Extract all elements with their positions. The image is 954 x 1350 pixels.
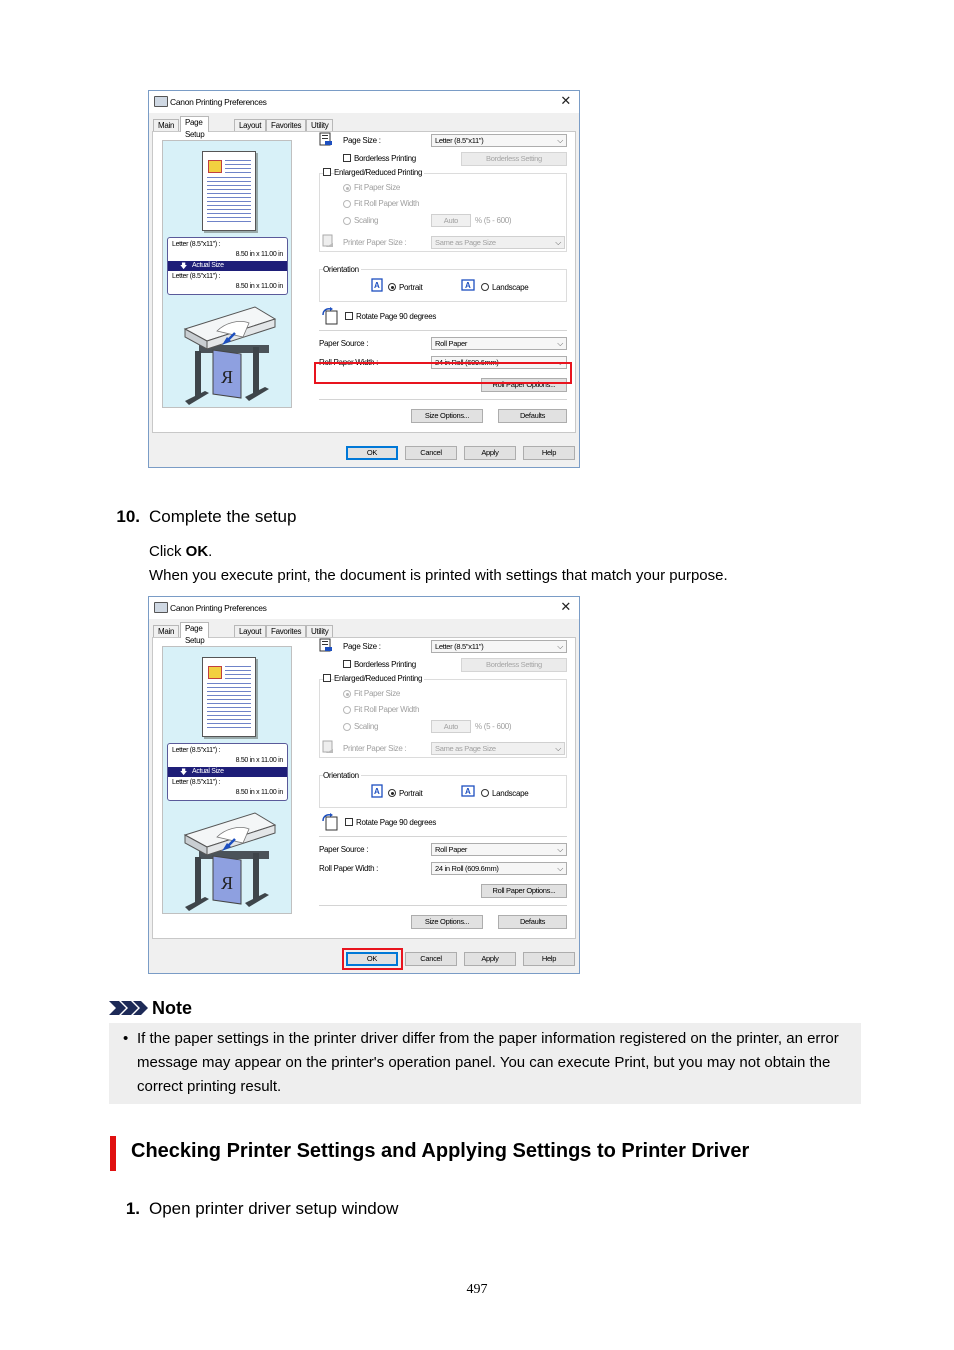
- section-heading-bar: [110, 1136, 116, 1171]
- enlarged-checkbox[interactable]: [323, 168, 331, 176]
- actual-size-bar: [168, 261, 287, 271]
- chevron-down-icon: ⌵: [557, 845, 563, 854]
- page-setup-panel: [152, 637, 576, 939]
- tab-layout[interactable]: Layout: [234, 625, 266, 637]
- fit-roll-width-radio[interactable]: [343, 200, 351, 208]
- svg-text:A: A: [465, 281, 471, 290]
- cancel-button[interactable]: Cancel: [405, 446, 457, 460]
- rotate-label: Rotate Page 90 degrees: [356, 818, 437, 827]
- fit-paper-size-label: Fit Paper Size: [354, 689, 401, 698]
- cancel-button[interactable]: Cancel: [405, 952, 457, 966]
- dialog-titlebar: [149, 597, 579, 619]
- scaling-range: % (5 - 600): [475, 722, 512, 731]
- scaling-input[interactable]: Auto: [431, 214, 471, 227]
- paper-source-label: Paper Source :: [319, 339, 369, 348]
- note-chevrons-icon: [109, 999, 149, 1017]
- arrow-down-icon: 🡇: [180, 769, 187, 776]
- orientation-label: Orientation: [323, 771, 359, 780]
- roll-paper-options-button[interactable]: Roll Paper Options...: [481, 378, 567, 392]
- paper-size-line-2: Letter (8.5"x11") :: [172, 779, 221, 786]
- ok-button-highlight: [342, 948, 403, 970]
- roll-width-label: Roll Paper Width :: [319, 864, 379, 873]
- portrait-icon: [370, 784, 384, 798]
- actual-size-bar: [168, 767, 287, 777]
- tab-main[interactable]: Main: [153, 119, 179, 131]
- divider: [319, 330, 567, 331]
- landscape-radio[interactable]: [481, 283, 489, 291]
- page-size-select[interactable]: Letter (8.5"x11") ⌵: [431, 134, 567, 147]
- chevron-down-icon: ⌵: [557, 864, 563, 873]
- page-size-label: Page Size :: [343, 642, 381, 651]
- printer-paper-size-select[interactable]: Same as Page Size ⌵: [431, 742, 565, 755]
- roll-paper-options-button[interactable]: Roll Paper Options...: [481, 884, 567, 898]
- arrow-down-icon: 🡇: [180, 263, 187, 270]
- printer-icon: [154, 602, 168, 613]
- divider: [319, 836, 567, 837]
- page-size-select[interactable]: Letter (8.5"x11") ⌵: [431, 640, 567, 653]
- scaling-label: Scaling: [354, 722, 379, 731]
- paper-size-info: [167, 743, 288, 801]
- printer-icon: [154, 96, 168, 107]
- fit-roll-width-label: Fit Roll Paper Width: [354, 705, 420, 714]
- chevron-down-icon: ⌵: [557, 358, 563, 367]
- portrait-label: Portrait: [399, 789, 423, 798]
- paper-size-info: [167, 237, 288, 295]
- borderless-checkbox[interactable]: [343, 660, 351, 668]
- paper-size-line: Letter (8.5"x11") :: [172, 747, 221, 754]
- svg-text:A: A: [465, 787, 471, 796]
- orientation-label: Orientation: [323, 265, 359, 274]
- enlarged-label: Enlarged/Reduced Printing: [334, 674, 423, 683]
- chevron-down-icon: ⌵: [557, 642, 563, 651]
- landscape-icon: [461, 278, 475, 292]
- paper-dims-line-2: 8.50 in x 11.00 in: [235, 789, 283, 796]
- preview-pane: [162, 646, 292, 914]
- landscape-label: Landscape: [492, 789, 529, 798]
- step-title: Complete the setup: [149, 507, 297, 526]
- page-preview: [202, 657, 256, 737]
- fit-roll-width-radio[interactable]: [343, 706, 351, 714]
- divider: [319, 905, 567, 906]
- rotate-label: Rotate Page 90 degrees: [356, 312, 437, 321]
- printer-paper-size-label: Printer Paper Size :: [343, 238, 407, 247]
- step-number: 10.: [116, 507, 140, 526]
- page-preview: [202, 151, 256, 231]
- actual-size-label: Actual Size: [192, 262, 224, 269]
- scaling-label: Scaling: [354, 216, 379, 225]
- portrait-icon: [370, 278, 384, 292]
- roll-width-select[interactable]: 24 in Roll (609.6mm) ⌵: [431, 862, 567, 875]
- close-icon[interactable]: ✕: [560, 599, 571, 614]
- large-format-printer-image: [177, 301, 281, 411]
- svg-text:R: R: [221, 367, 233, 387]
- printer-paper-size-select[interactable]: Same as Page Size ⌵: [431, 236, 565, 249]
- tab-page-setup[interactable]: Page Setup: [180, 116, 209, 132]
- landscape-icon: [461, 784, 475, 798]
- roll-width-highlight: [314, 362, 572, 384]
- printing-preferences-dialog-1: [148, 90, 580, 468]
- divider: [319, 399, 567, 400]
- roll-width-label: Roll Paper Width :: [319, 358, 379, 367]
- landscape-label: Landscape: [492, 283, 529, 292]
- tab-favorites[interactable]: Favorites: [266, 119, 306, 131]
- note-bullet: •: [123, 1030, 129, 1047]
- ok-button[interactable]: OK: [346, 952, 398, 966]
- help-button[interactable]: Help: [523, 952, 575, 966]
- enlarged-label: Enlarged/Reduced Printing: [334, 168, 423, 177]
- svg-text:A: A: [374, 787, 380, 796]
- chevron-down-icon: ⌵: [557, 339, 563, 348]
- step-title: Open printer driver setup window: [149, 1199, 399, 1218]
- scaling-radio[interactable]: [343, 723, 351, 731]
- page-size-icon: [319, 132, 333, 146]
- tab-utility[interactable]: Utility: [306, 625, 333, 637]
- dialog-title: Canon Printing Preferences: [170, 603, 267, 613]
- defaults-button[interactable]: Defaults: [498, 409, 567, 423]
- paper-dims-line-2: 8.50 in x 11.00 in: [235, 283, 283, 290]
- image-icon: [208, 666, 222, 679]
- fit-paper-size-radio[interactable]: [343, 690, 351, 698]
- apply-button[interactable]: Apply: [464, 952, 516, 966]
- section-heading: Checking Printer Settings and Applying Settings to Printer Driver: [131, 1140, 750, 1162]
- landscape-radio[interactable]: [481, 789, 489, 797]
- paper-size-line-2: Letter (8.5"x11") :: [172, 273, 221, 280]
- close-icon[interactable]: ✕: [560, 93, 571, 108]
- borderless-setting-button[interactable]: Borderless Setting: [461, 152, 567, 166]
- ok-emphasis: OK: [185, 543, 209, 560]
- portrait-label: Portrait: [399, 283, 423, 292]
- dialog-titlebar: [149, 91, 579, 113]
- chevron-down-icon: ⌵: [555, 238, 561, 247]
- apply-button[interactable]: Apply: [464, 446, 516, 460]
- paper-source-select[interactable]: Roll Paper ⌵: [431, 337, 567, 350]
- roll-width-select[interactable]: 24 in Roll (609.6mm) ⌵: [431, 356, 567, 369]
- paper-source-label: Paper Source :: [319, 845, 369, 854]
- page-size-label: Page Size :: [343, 136, 381, 145]
- preview-pane: [162, 140, 292, 408]
- paper-size-line: Letter (8.5"x11") :: [172, 241, 221, 248]
- chevron-down-icon: ⌵: [557, 136, 563, 145]
- defaults-button[interactable]: Defaults: [498, 915, 567, 929]
- note-title: Note: [152, 998, 192, 1018]
- paper-dims-line: 8.50 in x 11.00 in: [235, 251, 283, 258]
- dialog-title: Canon Printing Preferences: [170, 97, 267, 107]
- paper-dims-line: 8.50 in x 11.00 in: [235, 757, 283, 764]
- svg-text:R: R: [221, 873, 233, 893]
- fit-paper-size-radio[interactable]: [343, 184, 351, 192]
- note-text: If the paper settings in the printer driver differ from the paper information registered on the printer, an error message may appear on the printer's operation panel. You can execute Print, but you may not obtain the correct printing result.: [137, 1030, 839, 1095]
- borderless-label: Borderless Printing: [354, 660, 416, 669]
- rotate-page-icon: [321, 307, 339, 325]
- tab-utility[interactable]: Utility: [306, 119, 333, 131]
- scaling-radio[interactable]: [343, 217, 351, 225]
- tab-main[interactable]: Main: [153, 625, 179, 637]
- page-size-icon: [319, 638, 333, 652]
- paper-source-select[interactable]: Roll Paper ⌵: [431, 843, 567, 856]
- printer-paper-size-icon: [321, 740, 335, 754]
- fit-paper-size-label: Fit Paper Size: [354, 183, 401, 192]
- fit-roll-width-label: Fit Roll Paper Width: [354, 199, 420, 208]
- borderless-label: Borderless Printing: [354, 154, 416, 163]
- svg-text:A: A: [374, 281, 380, 290]
- actual-size-label: Actual Size: [192, 768, 224, 775]
- page-number: 497: [466, 1282, 488, 1297]
- borderless-checkbox[interactable]: [343, 154, 351, 162]
- step-description: When you execute print, the document is printed with settings that match your purpose.: [149, 567, 728, 584]
- size-options-button[interactable]: Size Options...: [411, 915, 483, 929]
- image-icon: [208, 160, 222, 173]
- step-number: 1.: [125, 1199, 140, 1218]
- tab-page-setup[interactable]: Page Setup: [180, 622, 209, 638]
- borderless-setting-button[interactable]: Borderless Setting: [461, 658, 567, 672]
- click-ok-instruction: Click OK.: [149, 543, 213, 560]
- page-setup-panel: [152, 131, 576, 433]
- tab-layout[interactable]: Layout: [234, 119, 266, 131]
- printing-preferences-dialog-2: [148, 596, 580, 974]
- scaling-range: % (5 - 600): [475, 216, 512, 225]
- rotate-checkbox[interactable]: [345, 818, 353, 826]
- help-button[interactable]: Help: [523, 446, 575, 460]
- tab-favorites[interactable]: Favorites: [266, 625, 306, 637]
- ok-button[interactable]: OK: [346, 446, 398, 460]
- printer-paper-size-label: Printer Paper Size :: [343, 744, 407, 753]
- rotate-page-icon: [321, 813, 339, 831]
- portrait-radio[interactable]: [388, 283, 396, 291]
- rotate-checkbox[interactable]: [345, 312, 353, 320]
- printer-paper-size-icon: [321, 234, 335, 248]
- size-options-button[interactable]: Size Options...: [411, 409, 483, 423]
- portrait-radio[interactable]: [388, 789, 396, 797]
- large-format-printer-image: [177, 807, 281, 917]
- chevron-down-icon: ⌵: [555, 744, 561, 753]
- scaling-input[interactable]: Auto: [431, 720, 471, 733]
- enlarged-checkbox[interactable]: [323, 674, 331, 682]
